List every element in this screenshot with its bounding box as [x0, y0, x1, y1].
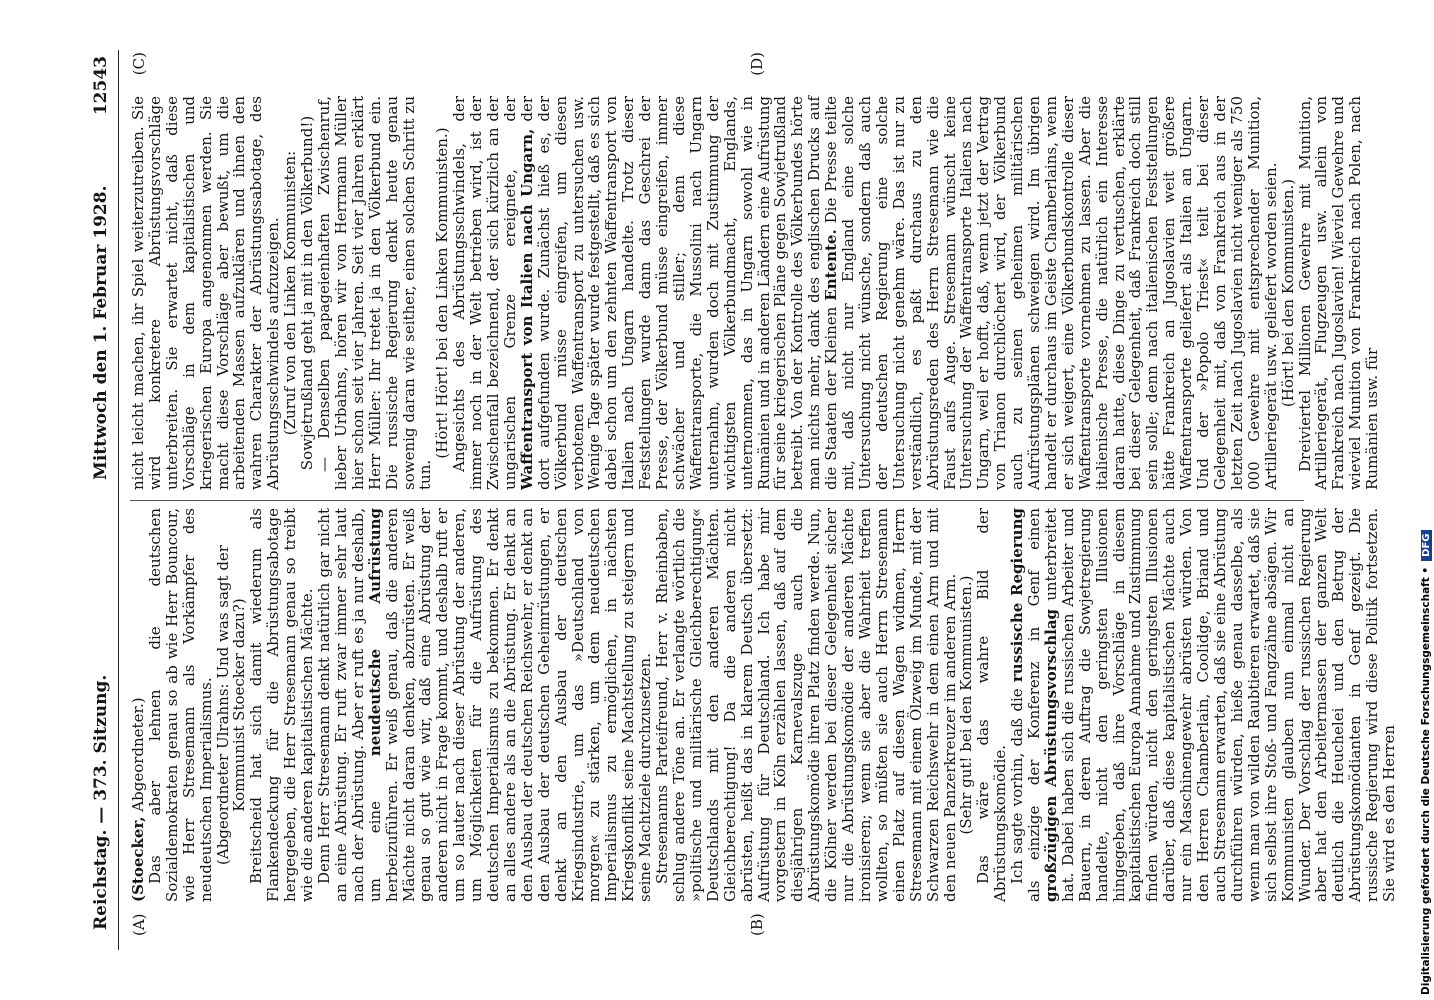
text-run: Denn Herr Stresemann denkt natürlich gar nicht an eine Abrüstung. Er ruft zwar immer sehr laut nach der Abrüstung. Aber er ruft es ja nur deshalb, um eine: [314, 508, 384, 902]
paragraph: Dreiviertel Millionen Gewehre mit Munition, Artilleriegerät, Flugzeugen usw. allein von Frankreich nach Jugoslavien! Wieviel Gewehre und wieviel Munition von Frankreich nach Polen, nach Rumänien usw. für: [1295, 96, 1382, 490]
paragraph: [451, 96, 1279, 490]
speaker-name: (Stoecker,: [129, 816, 147, 902]
right-column: [129, 96, 1382, 490]
text-run: als einzige der Konferenz in Genf einen: [1025, 508, 1044, 902]
bold-text-run: Waffentransport von Italien nach Ungarn,: [517, 128, 536, 490]
interjection: (Abgeordneter Ulrahns: Und was sagt der Kommunist Stoecker dazu?): [213, 545, 249, 865]
document-page: [88, 50, 1399, 950]
column-divider: [130, 500, 1304, 501]
credit-text: Digitalisierung gefördert durch die Deutsche Forschungsgemeinschaft •: [1420, 566, 1432, 995]
text-run: herbeizuführen. Er weiß genau, daß die anderen Mächte nicht daran denken, abzurüsten. Er weiß genau so gut wie wir, daß eine Abrüstung der anderen nicht in Frage kommt, und deshalb ruft er um so lauter nach dieser Abrüstung der anderen, um Möglichkeiten für die Aufrüstung des deutschen Imperialismus zu bekommen. Er denkt an alles andere als an die Abrüstung. Er denkt an den Ausbau der deutschen Reichswehr, er denkt an den Ausbau der deutschen Geheimrüstungen, er denkt an den Ausbau der deutschen Kriegsindustrie, um das »Deutschland von morgen« zu stärken, um dem neudeutschen Imperialismus zu ermöglichen, in nächsten Kriegskonflikt seine Machtstellung zu steigern und seine Machtziele durchzusetzen.: [382, 508, 655, 902]
paragraph: Stresemanns Parteifreund, Herr v. Rheinbaben, schlug andere Töne an. Er verlangte wörtlich die »politische und militärische Gleichberechtigung« Deutschlands mit den anderen Mächten. Gleichberechtigung! Da die anderen nicht abrüsten, heißt das in klarem Deutsch übersetzt: Aufrüstung für Deutschland. Ich habe mir vorgestern in Köln erzählen lassen, daß auf dem diesjährigen Karnevalszuge auch die Abrüstungskomödie ihren Platz finden werde. Nun, die Kölner werden bei dieser Gelegenheit sicher nur die Abrüstungskomödie der anderen Mächte ironisieren; wenn sie aber die Wahrheit treffen wollten, so müßten sie auch Herrn Stresemann einen Platz auf diesen Wagen widmen, Herrn Stresemann mit einem Ölzweig im Munde, mit der Schwarzen Reichswehr in dem einen Arm und mit den neuen Panzerkreuzer im anderen Arm.: [653, 508, 959, 902]
dfg-logo: DFG: [1421, 530, 1432, 561]
paragraph: — Denselben papageienhaften Zwischenruf, lieber Urbahns, hören wir von Herrmann Müller hier schon seit vier Jahren. Seit vier Jahren erklärt Herr Müller: Ihr tretet ja in den Völkerbund ein. Die russische Regierung denkt heute genau sowenig daran wie seither, einen solchen Schritt zu tun.: [314, 96, 435, 490]
paragraph: nicht leicht machen, ihr Spiel weiterzutreiben. Sie wird konkretere Abrüstungsvorschläge unterbreiten. Sie erwartet nicht, daß diese Vorschläge in dem kapitalistischen und kriegerischen Europa angenommen werden. Sie macht diese Vorschläge aber bewußt, um die arbeitenden Massen aufzuklären und ihnen den wahren Charakter der Abrüstungssabotage, des Abrüstungsschwindels aufzuzeigen.: [129, 96, 283, 490]
text-run: unterbreitet hat. Dabei haben sich die russischen Arbeiter und Bauern, in deren Auftrag die Sowjetregierung handelte, nicht den geringsten Illusionen hingegeben, daß ihre Vorschläge in diesem kapitalistischen Europa Annahme und Zustimmung finden würden, nicht den geringsten Illusionen darüber, daß diese kapitalistischen Mächte auch nur ein Maschinengewehr abrüsten würden. Von den Herren Chamberlain, Coolidge, Briand und auch Stresemann erwarten, daß sie eine Abrüstung durchführen würden, hieße genau dasselbe, als wenn man von wilden Raubtieren erwartet, daß sie sich selbst ihre Stoß- und Fangzähne absägen. Wir Kommunisten glauben nun einmal nicht an Wunder. Der Vorschlag der russischen Regierung aber hat den Arbeitermassen der ganzen Welt deutlich die Heuchelei und den Betrug der Abrüstungskomödianten in Genf gezeigt. Die russische Regierung wird diese Politik fortsetzen. Sie wird es den Herren: [1041, 508, 1399, 902]
bold-text-run: großzügigen Abrüstungsvorschlag: [1041, 608, 1060, 902]
paragraph: [1009, 508, 1398, 902]
bold-text-run: neudeutsche Aufrüstung: [365, 508, 384, 757]
left-column: [129, 508, 1399, 902]
speaker-line: [130, 508, 147, 902]
text-run: Ich sagte vorhin, daß die: [1008, 682, 1027, 884]
margin-marker-d: (D): [748, 52, 766, 76]
text-run: Angesichts des Abrüstungsschwindels, der immer noch in der Welt betrieben wird, ist der Zwischenfall bezeichnend, der sich kürzlich an der ungarischen Grenze ereignete, der: [450, 96, 519, 490]
margin-marker-a: (A): [130, 913, 148, 936]
bold-text-run: Entente.: [822, 229, 841, 301]
page-number: 12543: [91, 56, 111, 116]
interjection: (Sehr gut! bei den Kommunisten.): [957, 575, 976, 835]
paragraph: Das aber lehnen die deutschen Sozialdemokraten genau so ab wie Herr Bouncour, wie Herr Stresemann als Vorkämpfer des neudeutschen Imperialismus.: [145, 508, 215, 902]
interjection: (Hört! Hört! bei den Linken Kommunisten.): [433, 127, 452, 459]
text-run: Die Presse teilte mit, daß nicht nur England eine solche Untersuchung nicht wünsche, sondern daß auch der deutschen Regierung eine solche Untersuchung nicht genehm wäre. Das ist nur zu verständlich, es paßt durchaus zu den Abrüstungsreden des Herrn Stresemann wie die Faust aufs Auge. Stresemann wünscht keine Untersuchung der Waffentransporte Italiens nach Ungarn, weil er hofft, daß, wenn jetzt der Vertrag von Trianon durchlöchert wird, der Völkerbund auch zu seinen geheimen militärischen Aufrüstungsplänen schweigen wird. Im übrigen handelt er durchaus im Geiste Chamberlains, wenn er sich weigert, eine Völkerbundskontrolle dieser Waffentransporte vornehmen zu lassen. Aber die italienische Presse, die natürlich ein Interesse daran hatte, diese Dinge zu vertuschen, erklärte bei dieser Gelegenheit, daß Frankreich doch still sein solle; denn nach italienischen Feststellungen hätte Frankreich an Jugoslavien weit größere Waffentransporte geliefert als Italien an Ungarn. Und der »Popolo Triest« teilt bei dieser Gelegenheit mit, daß von Frankreich aus in der letzten Zeit nach Jugoslavien nicht weniger als 750 000 Gewehre mit entsprechender Munition, Artilleriegerät usw. geliefert worden seien.: [822, 96, 1280, 490]
header-session: Reichstag. — 373. Sitzung.: [91, 674, 111, 930]
speaker-role: Abgeordneter.): [129, 697, 147, 817]
text-run: der dort aufgefunden wurde. Zunächst hieß es, der Völkerbund müsse eingreifen, um diesen verbotenen Waffentransport zu untersuchen usw. Wenige Tage später wurde festgestellt, daß es sich dabei schon um den zehnten Waffentransport von Italien nach Ungarn handelte. Trotz dieser Feststellungen wurde dann das Geschrei der Presse, der Völkerbund müsse eingreifen, immer schwächer und stiller; denn diese Waffentransporte, die Mussolini nach Ungarn unternahm, wurden doch mit Zustimmung der wichtigsten Völkerbundmacht, Englands, unternommen, das in Ungarn sowohl wie in Rumänien und in anderen Ländern eine Aufrüstung für seine kriegerischen Pläne gegen Sowjetrußland betreibt. Von der Kontrolle des Völkerbundes hörte man nichts mehr, dank des englischen Drucks auf die Staaten der Kleinen: [517, 96, 841, 490]
paragraph: Breitscheid hat sich damit wiederum als Flankendeckung für die Abrüstungsabotage hergegeben, die Herr Stresemann genau so treibt wie die anderen kapitalistischen Mächte.: [247, 508, 317, 902]
margin-marker-b: (B): [748, 913, 766, 936]
page-header: [88, 50, 119, 950]
bold-text-run: russische Regierung: [1008, 508, 1027, 683]
paragraph: [316, 508, 654, 902]
interjection: (Zuruf von den Linken Kommunisten: Sowjetrußland geht ja mit in den Völkerbund!): [281, 115, 317, 471]
digitization-credit: [1420, 5, 1434, 995]
header-date: Mittwoch den 1. Februar 1928.: [91, 185, 111, 480]
margin-marker-c: (C): [130, 52, 148, 76]
interjection: (Hört! bei den Kommunisten.): [1278, 178, 1297, 408]
paragraph: Das wäre das wahre Bild der Abrüstungskomödie.: [974, 508, 1010, 902]
